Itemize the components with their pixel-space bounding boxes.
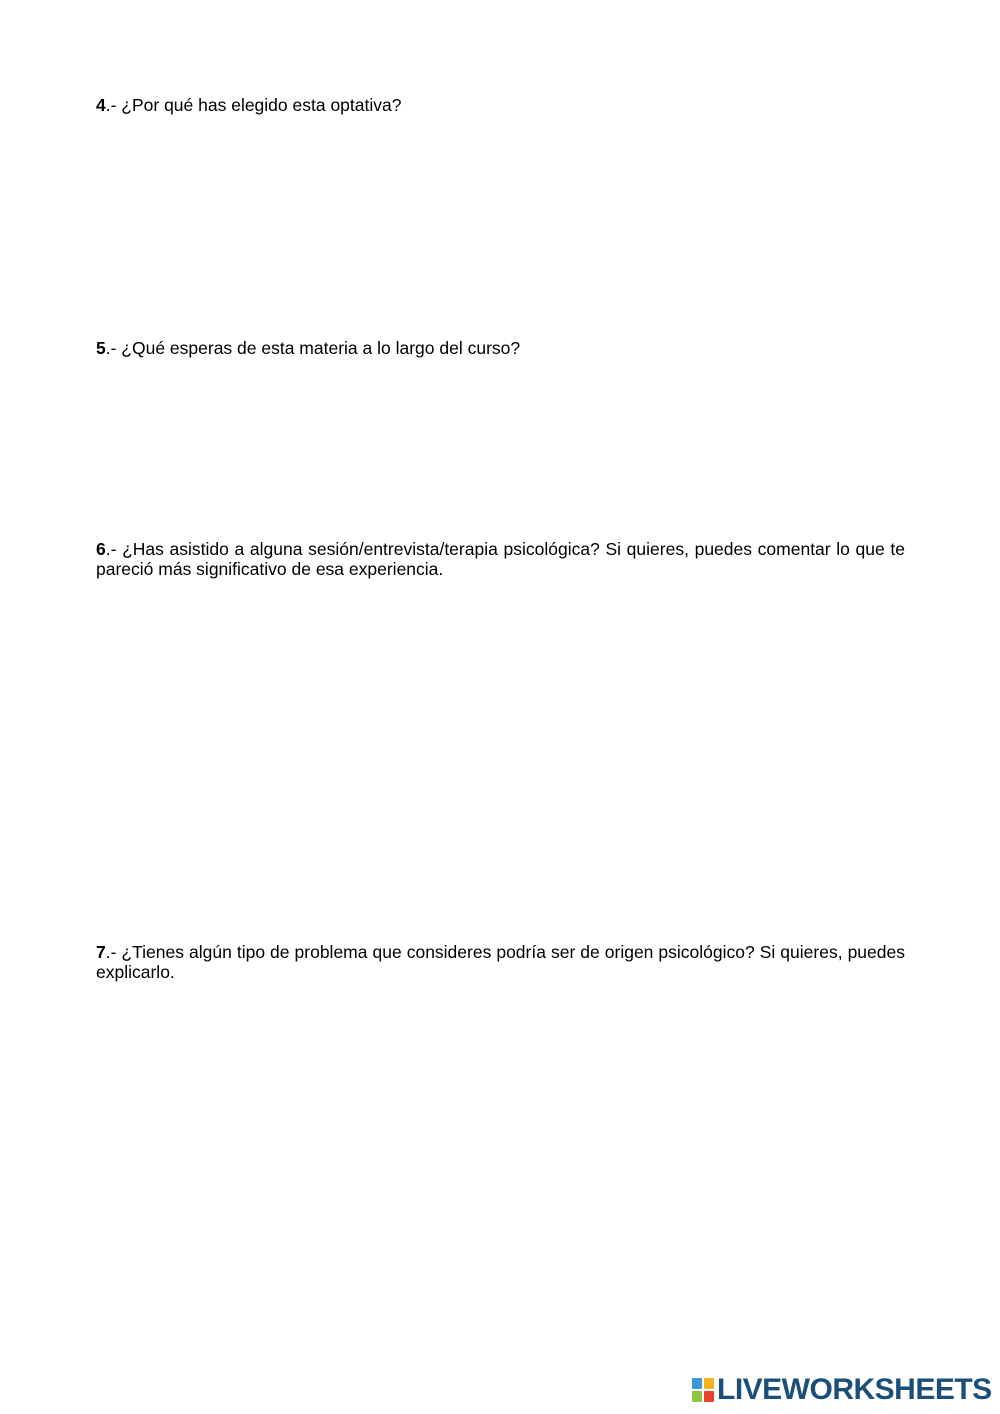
question-text: .- ¿Por qué has elegido esta optativa? (105, 95, 402, 115)
question-number: 4 (96, 95, 106, 115)
question-7 (96, 942, 905, 982)
question-text: .- ¿Has asistido a alguna sesión/entrevista/terapia psicológica? Si quieres, puedes comentar lo que te pareció más significativo de esa experiencia. (96, 539, 905, 579)
logo-text: LIVEWORKSHEETS (717, 1373, 992, 1406)
question-text: .- ¿Tienes algún tipo de problema que consideres podría ser de origen psicológico? Si quieres, puedes explicarlo. (96, 942, 905, 982)
liveworksheets-logo[interactable] (692, 1374, 992, 1406)
question-number: 5 (96, 338, 106, 358)
question-text: .- ¿Qué esperas de esta materia a lo largo del curso? (105, 338, 521, 358)
question-5 (96, 338, 905, 358)
question-number: 7 (96, 942, 106, 962)
liveworksheets-logo-icon (692, 1378, 714, 1402)
question-4 (96, 95, 905, 115)
question-6 (96, 539, 905, 579)
question-number: 6 (96, 539, 106, 559)
